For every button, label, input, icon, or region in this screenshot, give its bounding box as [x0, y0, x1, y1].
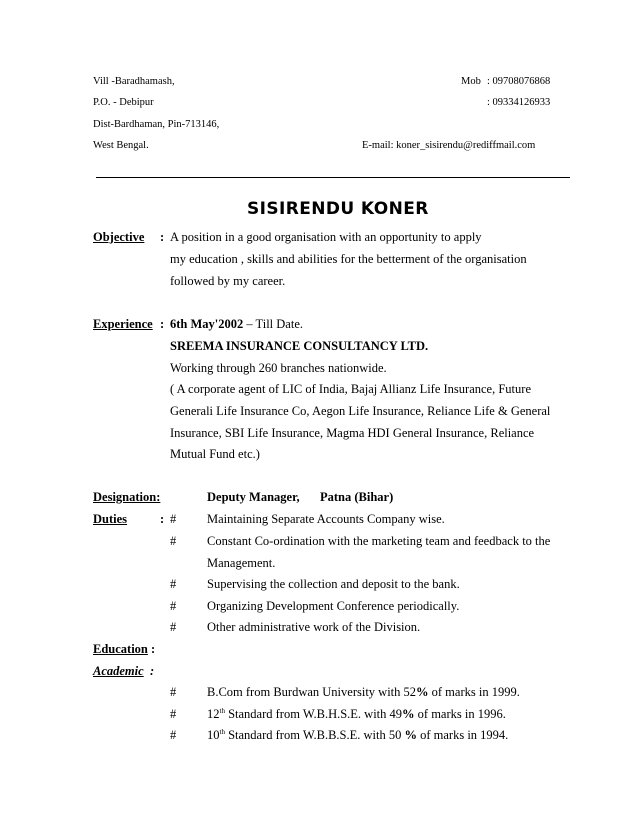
edu-item-2-text: Standard from W.B.H.S.E. with 49	[224, 707, 403, 721]
academic-heading	[93, 664, 154, 679]
experience-line-4: Insurance, SBI Life Insurance, Magma HDI General Insurance, Reliance	[170, 426, 535, 440]
header-divider	[96, 177, 570, 178]
edu-item-3-sup: th	[219, 727, 225, 736]
objective-line-3: followed by my career.	[170, 274, 286, 288]
duties-label: Duties	[93, 512, 128, 526]
edu-item-2-percent: %	[402, 707, 415, 721]
address-line-1: Vill -Baradhamash,	[93, 76, 175, 87]
objective-line-1: A position in a good organisation with an opportunity to apply	[170, 230, 482, 244]
email: E-mail: koner_sisirendu@rediffmail.com	[362, 140, 536, 151]
address-line-2: P.O. - Debipur	[93, 97, 154, 108]
experience-sep: :	[160, 317, 165, 331]
edu-item-1-text: B.Com from Burdwan University with 52	[207, 685, 417, 699]
designation-location: Patna (Bihar)	[320, 490, 394, 504]
designation-title: Deputy Manager,	[207, 490, 300, 504]
duties-sep: :	[160, 512, 165, 526]
experience-label: Experience	[93, 317, 153, 331]
duty-bullet-2: #	[170, 534, 177, 548]
objective-line-2: my education , skills and abilities for the betterment of the organisation	[170, 252, 527, 266]
edu-item-2-tail: of marks in 1996.	[414, 707, 506, 721]
experience-line-3: Generali Life Insurance Co, Aegon Life Insurance, Reliance Life & General	[170, 404, 551, 418]
duty-item-1: Maintaining Separate Accounts Company wise.	[207, 512, 445, 526]
duty-item-2: Constant Co-ordination with the marketing team and feedback to the	[207, 534, 551, 548]
duty-bullet-1: #	[170, 512, 177, 526]
academic-sep: :	[149, 664, 155, 678]
edu-item-2-grade: 12	[207, 707, 220, 721]
address-line-3: Dist-Bardhaman, Pin-713146,	[93, 119, 220, 130]
edu-bullet-3: #	[170, 728, 177, 742]
objective-sep: :	[160, 230, 165, 244]
duty-item-5: Other administrative work of the Division.	[207, 620, 421, 634]
experience-line-5: Mutual Fund etc.)	[170, 447, 260, 461]
experience-line-1: Working through 260 branches nationwide.	[170, 361, 387, 375]
education-sep: :	[151, 642, 156, 656]
address-line-4: West Bengal.	[93, 140, 149, 151]
edu-bullet-1: #	[170, 685, 177, 699]
edu-item-2-sup: th	[219, 706, 225, 715]
experience-line-2: ( A corporate agent of LIC of India, Bajaj Allianz Life Insurance, Future	[170, 382, 531, 396]
edu-item-3-percent: %	[404, 728, 417, 742]
duty-item-3: Supervising the collection and deposit to the bank.	[207, 577, 460, 591]
edu-item-3-text: Standard from W.B.B.S.E. with 50	[224, 728, 405, 742]
duty-bullet-4: #	[170, 599, 177, 613]
academic-label: Academic	[93, 664, 144, 678]
edu-item-1-tail: of marks in 1999.	[428, 685, 520, 699]
duty-item-2-continued: Management.	[207, 556, 276, 570]
duty-item-4: Organizing Development Conference periodically.	[207, 599, 460, 613]
education-label: Education	[93, 642, 148, 656]
designation-label: Designation:	[93, 490, 161, 504]
experience-date-start: 6th May'2002	[170, 317, 244, 331]
mob-number-2: : 09334126933	[487, 97, 551, 108]
education-heading	[93, 642, 155, 657]
edu-item-3-tail: of marks in 1994.	[416, 728, 509, 742]
edu-item-3	[207, 728, 508, 743]
edu-item-2	[207, 707, 506, 722]
mob-number-1: : 09708076868	[487, 76, 551, 87]
objective-label: Objective	[93, 230, 145, 244]
mob-label: Mob	[461, 76, 481, 87]
edu-item-3-grade: 10	[207, 728, 220, 742]
edu-bullet-2: #	[170, 707, 177, 721]
duty-bullet-5: #	[170, 620, 177, 634]
experience-date-end: – Till Date.	[243, 317, 304, 331]
experience-date	[170, 317, 303, 332]
edu-item-1	[207, 685, 520, 700]
duty-bullet-3: #	[170, 577, 177, 591]
company-name: SREEMA INSURANCE CONSULTANCY LTD.	[170, 339, 429, 353]
edu-item-1-percent: %	[416, 685, 429, 699]
page-title: SISIRENDU KONER	[247, 199, 429, 219]
